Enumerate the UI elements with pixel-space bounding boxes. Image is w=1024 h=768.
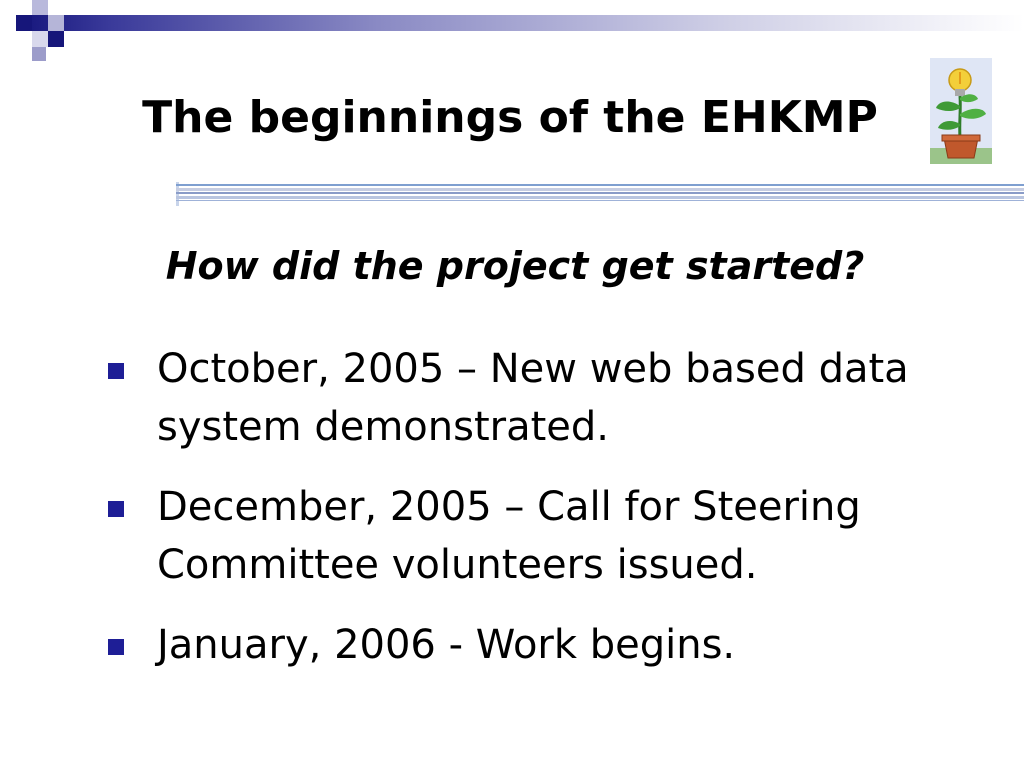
slide-title: The beginnings of the EHKMP [142, 92, 878, 143]
title-divider [176, 182, 1024, 206]
bullet-line: October, 2005 – New web based data [157, 346, 909, 392]
slide-subtitle: How did the project get started? [165, 244, 865, 288]
square-bullet-icon [108, 501, 124, 517]
list-item [100, 616, 980, 674]
bullet-line: December, 2005 – Call for Steering [157, 484, 861, 530]
square-bullet-icon [108, 639, 124, 655]
bullet-line: system demonstrated. [157, 404, 609, 450]
square-bullet-icon [108, 363, 124, 379]
bullet-list [100, 340, 980, 696]
list-item [100, 478, 980, 594]
bullet-line: Committee volunteers issued. [157, 542, 758, 588]
list-item [100, 340, 980, 456]
bullet-line: January, 2006 - Work begins. [157, 622, 736, 668]
top-gradient-bar [30, 15, 1024, 31]
lightbulb-plant-icon [930, 58, 992, 164]
